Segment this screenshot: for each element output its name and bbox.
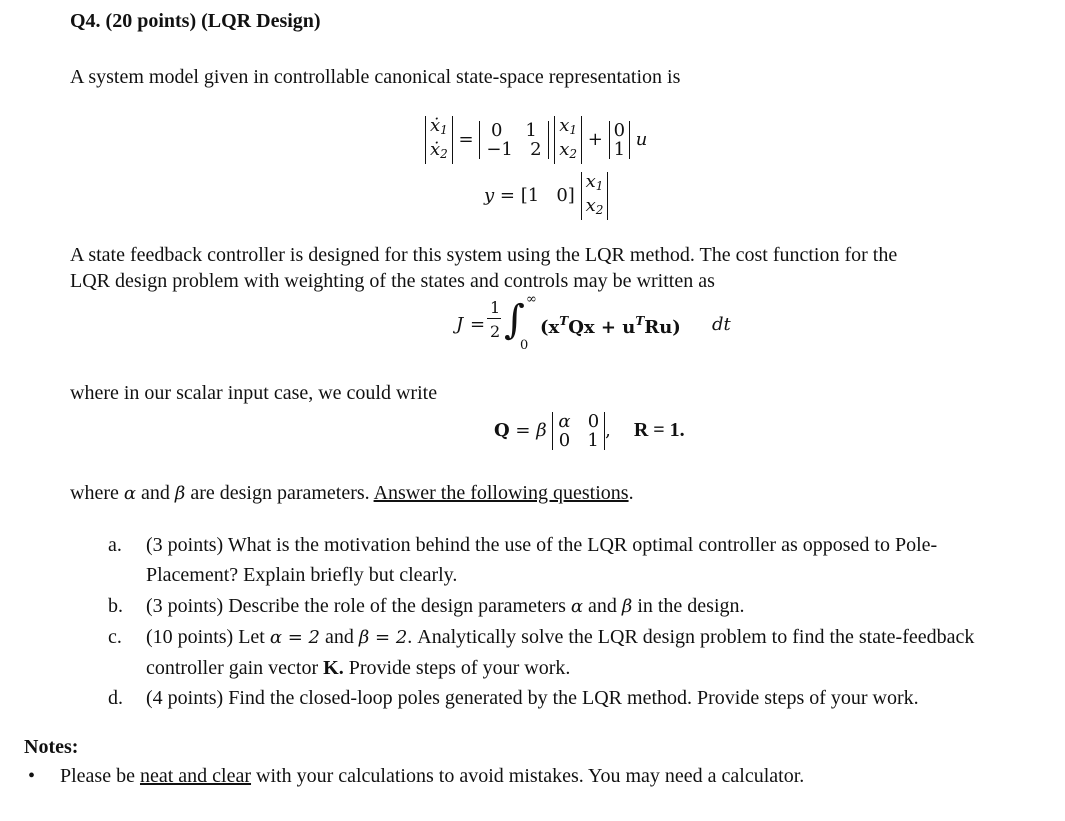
x-vector: $x_1$ $x_2$ [554,116,582,164]
q-matrix: α 0 0 1 [552,412,605,450]
list-item: c. (10 points) Let α = 2 and β = 2. Analytically solve the LQR design problem to find the state-feedback controller gain vector K. Provide steps of your work. [108,626,975,679]
notes-heading: Notes: [24,736,79,758]
bullet-icon: • [28,765,36,787]
output-equation: y = [1 0] $x_1$ $x_2$ [484,172,608,220]
list-item: b. (3 points) Describe the role of the design parameters α and β in the design. [108,595,745,617]
question-title: Q4. (20 points) (LQR Design) [70,10,321,32]
feedback-text-line2: LQR design problem with weighting of the states and controls may be written as [70,270,715,292]
intro-text: A system model given in controllable canonical state-space representation is [70,66,681,88]
feedback-text-line1: A state feedback controller is designed for this system using the LQR method. The cost function for the [70,244,898,266]
lhs-vector: ẋ$_1$ ẋ$_2$ [425,116,453,164]
b-vector: 0 1 [609,121,630,159]
integral-sign: ∫ [504,297,525,343]
list-item: d. (4 points) Find the closed-loop poles generated by the LQR method. Provide steps of your work. [108,687,919,709]
notes-bullet-item: • Please be neat and clear with your calculations to avoid mistakes. You may need a calculator. [28,765,805,787]
answer-questions-link: Answer the following questions [373,482,629,504]
weight-equation: Q = β α 0 0 1 , R = 1. [494,411,685,451]
scalar-case-text: where in our scalar input case, we could write [70,382,438,404]
list-item: a. (3 points) What is the motivation behind the use of the LQR optimal controller as opposed to Pole-Placement? Explain briefly but clearly. [108,534,938,586]
a-matrix: 0 1 −1 2 [479,121,548,159]
output-x-vector: $x_1$ $x_2$ [581,172,609,220]
state-equation: ẋ$_1$ ẋ$_2$ = 0 1 −1 2 $x_1$ $x_2$ + 0 1 u [425,116,647,164]
design-params-text: where α and β are design parameters. Answer the following questions. [70,482,634,504]
